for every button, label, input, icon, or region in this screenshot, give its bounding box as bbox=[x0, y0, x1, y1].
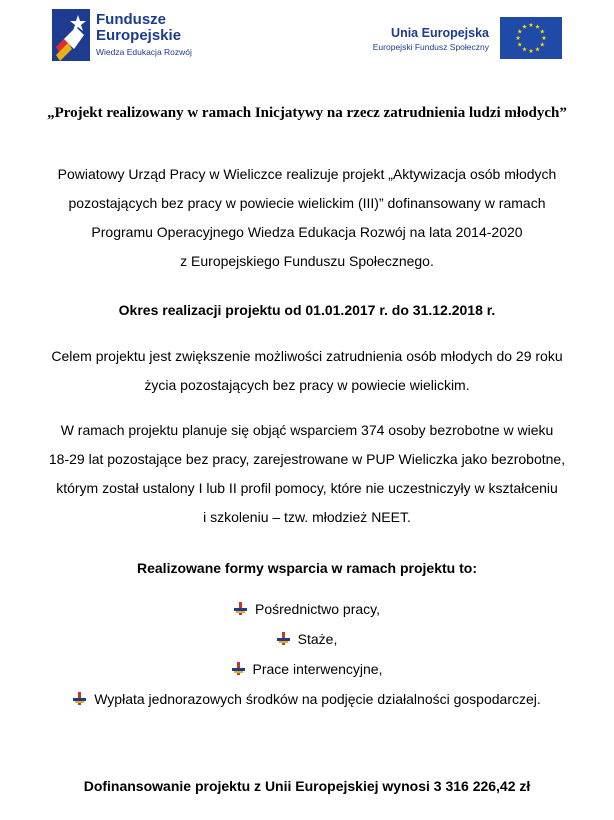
eu-logo-text bbox=[373, 26, 489, 52]
funding-amount: Dofinansowanie projektu z Unii Europejskiej wynosi 3 316 226,42 zł bbox=[83, 778, 531, 794]
support-item-label: Prace interwencyjne, bbox=[252, 661, 383, 677]
cross-bullet-icon bbox=[232, 662, 245, 675]
eu-fund-name: Europejski Fundusz Społeczny bbox=[372, 42, 489, 52]
target-paragraph bbox=[14, 416, 600, 532]
intro-line: pozostających bez pracy w powiecie wielickim (III)” dofinansowany w ramach bbox=[68, 195, 546, 211]
fe-name-line2: Europejskie bbox=[96, 27, 182, 44]
intro-paragraph bbox=[14, 160, 600, 276]
target-line: 18-29 lat pozostające bez pracy, zarejestrowane w PUP Wieliczka jako bezrobotne, bbox=[48, 451, 566, 467]
fe-name-line1: Fundusze bbox=[96, 11, 166, 28]
support-item-label: Staże, bbox=[297, 631, 338, 647]
support-forms-heading: Realizowane formy wsparcia w ramach projektu to: bbox=[137, 560, 477, 576]
target-line: którym został ustalony I lub II profil pomocy, które nie uczestniczyły w kształceniu bbox=[56, 480, 558, 496]
support-forms-list bbox=[0, 594, 614, 714]
cross-bullet-icon bbox=[277, 632, 290, 645]
eu-flag-icon bbox=[500, 17, 562, 59]
support-item-label: Wypłata jednorazowych środków na podjęcie działalności gospodarczej. bbox=[94, 691, 541, 707]
support-item-label: Pośrednictwo pracy, bbox=[254, 601, 380, 617]
target-line: i szkoleniu – tzw. młodzież NEET. bbox=[203, 509, 411, 525]
fe-program-name: Wiedza Edukacja Rozwój bbox=[96, 47, 192, 57]
list-item bbox=[0, 594, 614, 624]
page-title: „Projekt realizowany w ramach Inicjatywy na rzecz zatrudnienia ludzi młodych” bbox=[47, 105, 567, 121]
fundusze-europejskie-star-icon bbox=[52, 9, 90, 61]
target-line: W ramach projektu planuje się objąć wsparciem 374 osoby bezrobotne w wieku bbox=[60, 422, 554, 438]
list-item bbox=[0, 684, 614, 714]
intro-line: Powiatowy Urząd Pracy w Wieliczce realizuje projekt „Aktywizacja osób młodych bbox=[57, 166, 557, 182]
goal-line: życia pozostających bez pracy w powiecie wielickim. bbox=[144, 377, 470, 393]
fundusze-europejskie-logo-text bbox=[96, 12, 192, 57]
eu-name: Unia Europejska bbox=[391, 26, 489, 40]
intro-line: Programu Operacyjnego Wiedza Edukacja Rozwój na lata 2014-2020 bbox=[91, 224, 523, 240]
list-item bbox=[0, 654, 614, 684]
project-period: Okres realizacji projektu od 01.01.2017 r. do 31.12.2018 r. bbox=[118, 302, 496, 318]
list-item bbox=[0, 624, 614, 654]
cross-bullet-icon bbox=[73, 692, 86, 705]
cross-bullet-icon bbox=[234, 602, 247, 615]
goal-line: Celem projektu jest zwiększenie możliwości zatrudnienia osób młodych do 29 roku bbox=[51, 348, 563, 364]
page-header bbox=[0, 0, 614, 80]
intro-line: z Europejskiego Funduszu Społecznego. bbox=[180, 253, 434, 269]
goal-paragraph bbox=[14, 342, 600, 400]
